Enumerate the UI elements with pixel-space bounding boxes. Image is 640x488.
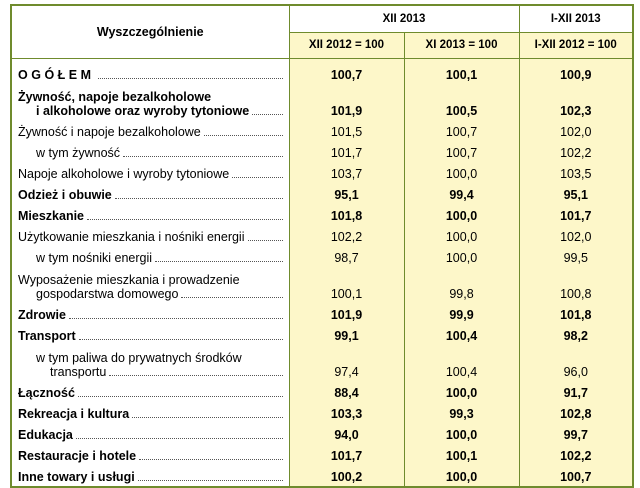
table-row [11, 204, 633, 225]
row-label-line2: i alkoholowe oraz wyroby tytoniowe [36, 104, 250, 118]
row-value-xii-2012: 103,3 [289, 402, 404, 423]
table-row [11, 402, 633, 423]
row-value-xi-2013: 100,4 [404, 324, 519, 345]
table-row [11, 59, 633, 85]
header-group-xii-2013: XII 2013 [289, 5, 519, 32]
table-row [11, 381, 633, 402]
row-value-xii-2012: 100,7 [289, 59, 404, 85]
table-row [11, 345, 633, 381]
table-row [11, 162, 633, 183]
row-value-i-xii-2012: 102,0 [519, 120, 633, 141]
row-label: Odzież i obuwie [18, 188, 112, 202]
row-value-i-xii-2012: 102,8 [519, 402, 633, 423]
table-row [11, 324, 633, 345]
row-value-i-xii-2012: 95,1 [519, 183, 633, 204]
row-value-xi-2013: 100,4 [404, 345, 519, 381]
row-label-line2: transportu [50, 365, 107, 379]
row-value-xii-2012: 98,7 [289, 246, 404, 267]
table-row [11, 120, 633, 141]
table-row [11, 267, 633, 303]
row-value-xii-2012: 101,5 [289, 120, 404, 141]
row-label: Zdrowie [18, 308, 66, 322]
row-value-xi-2013: 100,0 [404, 204, 519, 225]
row-value-i-xii-2012: 102,2 [519, 444, 633, 465]
row-value-xii-2012: 101,8 [289, 204, 404, 225]
header-sub-xi-2013: XI 2013 = 100 [404, 32, 519, 58]
row-value-i-xii-2012: 103,5 [519, 162, 633, 183]
row-value-xi-2013: 99,8 [404, 267, 519, 303]
table-row [11, 141, 633, 162]
row-value-xi-2013: 100,0 [404, 465, 519, 487]
row-value-xii-2012: 95,1 [289, 183, 404, 204]
row-label: Użytkowanie mieszkania i nośniki energii [18, 230, 245, 244]
row-label: Restauracje i hotele [18, 449, 137, 463]
header-sub-xii-2012: XII 2012 = 100 [289, 32, 404, 58]
row-label: Transport [18, 329, 76, 343]
table-row [11, 423, 633, 444]
row-label: w tym żywność [36, 146, 121, 160]
row-value-i-xii-2012: 101,8 [519, 303, 633, 324]
row-value-xii-2012: 101,7 [289, 444, 404, 465]
table-row [11, 225, 633, 246]
row-value-i-xii-2012: 91,7 [519, 381, 633, 402]
row-value-i-xii-2012: 102,2 [519, 141, 633, 162]
row-value-xii-2012: 103,7 [289, 162, 404, 183]
header-group-i-xii-2013: I-XII 2013 [519, 5, 633, 32]
row-value-i-xii-2012: 102,0 [519, 225, 633, 246]
row-value-xi-2013: 100,1 [404, 59, 519, 85]
row-label: w tym nośniki energii [36, 251, 153, 265]
row-value-i-xii-2012: 102,3 [519, 84, 633, 120]
row-value-i-xii-2012: 100,9 [519, 59, 633, 85]
row-value-i-xii-2012: 98,2 [519, 324, 633, 345]
row-value-xii-2012: 101,9 [289, 84, 404, 120]
row-value-i-xii-2012: 100,8 [519, 267, 633, 303]
row-value-xi-2013: 99,9 [404, 303, 519, 324]
row-label-line1: Wyposażenie mieszkania i prowadzenie [18, 273, 240, 287]
row-value-xi-2013: 100,0 [404, 246, 519, 267]
row-value-xi-2013: 100,1 [404, 444, 519, 465]
row-label: Edukacja [18, 428, 73, 442]
row-label: Inne towary i usługi [18, 470, 135, 484]
row-value-xi-2013: 100,0 [404, 423, 519, 444]
price-index-table [10, 4, 634, 488]
row-label-line2: gospodarstwa domowego [36, 287, 179, 301]
table-row [11, 465, 633, 487]
table-header [11, 5, 633, 59]
row-value-xi-2013: 99,3 [404, 402, 519, 423]
row-value-xii-2012: 101,7 [289, 141, 404, 162]
row-label: Napoje alkoholowe i wyroby tytoniowe [18, 167, 230, 181]
row-label-line1: Żywność, napoje bezalkoholowe [18, 90, 212, 104]
row-value-xii-2012: 94,0 [289, 423, 404, 444]
row-value-xii-2012: 101,9 [289, 303, 404, 324]
header-sub-i-xii-2012: I-XII 2012 = 100 [519, 32, 633, 58]
row-value-xi-2013: 100,5 [404, 84, 519, 120]
row-value-xi-2013: 100,7 [404, 141, 519, 162]
row-label: OGÓŁEM [18, 68, 95, 82]
row-value-xi-2013: 100,0 [404, 225, 519, 246]
row-value-i-xii-2012: 99,5 [519, 246, 633, 267]
table-row [11, 444, 633, 465]
row-label: Żywność i napoje bezalkoholowe [18, 125, 201, 139]
header-label-column: Wyszczególnienie [11, 5, 289, 59]
row-value-xii-2012: 99,1 [289, 324, 404, 345]
table-row [11, 303, 633, 324]
row-label: Rekreacja i kultura [18, 407, 130, 421]
row-value-i-xii-2012: 96,0 [519, 345, 633, 381]
row-value-i-xii-2012: 100,7 [519, 465, 633, 487]
row-value-xii-2012: 97,4 [289, 345, 404, 381]
row-label: Łączność [18, 386, 75, 400]
row-label-line1: w tym paliwa do prywatnych środków [36, 351, 242, 365]
row-value-xii-2012: 88,4 [289, 381, 404, 402]
row-value-xii-2012: 102,2 [289, 225, 404, 246]
table-row [11, 84, 633, 120]
row-value-xii-2012: 100,2 [289, 465, 404, 487]
row-value-i-xii-2012: 101,7 [519, 204, 633, 225]
table-row [11, 183, 633, 204]
row-label: Mieszkanie [18, 209, 85, 223]
row-value-xi-2013: 100,0 [404, 381, 519, 402]
row-value-xi-2013: 99,4 [404, 183, 519, 204]
row-value-xii-2012: 100,1 [289, 267, 404, 303]
row-value-xi-2013: 100,7 [404, 120, 519, 141]
table-row [11, 246, 633, 267]
row-value-xi-2013: 100,0 [404, 162, 519, 183]
row-value-i-xii-2012: 99,7 [519, 423, 633, 444]
